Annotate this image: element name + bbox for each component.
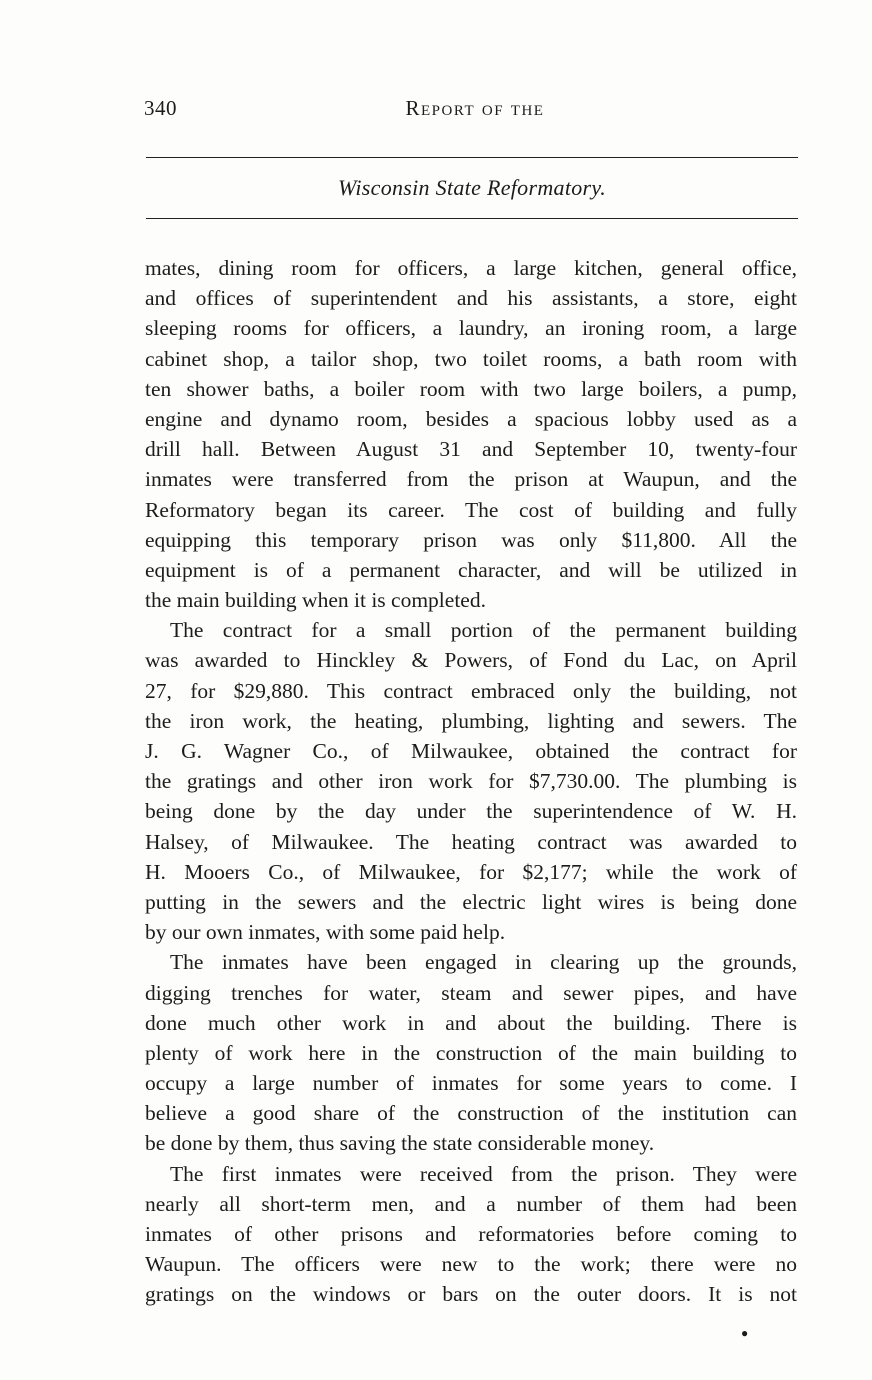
text-line: equipment is of a permanent character, and will be utilized in <box>145 557 797 582</box>
text-line: ten shower baths, a boiler room with two large boilers, a pump, <box>145 376 797 401</box>
text-line: Reformatory began its career. The cost of building and fully <box>145 497 797 522</box>
text-line: nearly all short-term men, and a number of them had been <box>145 1191 797 1216</box>
text-line: by our own inmates, with some paid help. <box>145 920 506 945</box>
text-line: gratings on the windows or bars on the outer doors. It is not <box>145 1282 797 1307</box>
page-number: 340 <box>144 96 177 120</box>
section-title: Wisconsin State Reformatory. <box>337 175 607 200</box>
text-line: Waupun. The officers were new to the work; there were no <box>145 1252 797 1277</box>
text-line: being done by the day under the superintendence of W. H. <box>145 799 797 824</box>
body-text <box>145 253 797 1310</box>
text-line: H. Mooers Co., of Milwaukee, for $2,177; while the work of <box>145 859 797 884</box>
text-line: Halsey, of Milwaukee. The heating contract was awarded to <box>145 829 797 854</box>
text-line: and offices of superintendent and his assistants, a store, eight <box>145 286 797 311</box>
text-line: done much other work in and about the building. There is <box>145 1010 797 1035</box>
ink-mark: ● <box>741 1326 749 1340</box>
paragraph-first-line: The first inmates were received from the prison. They were <box>170 1161 797 1186</box>
text-line: mates, dining room for officers, a large kitchen, general office, <box>145 256 797 280</box>
header-rule-top <box>146 157 798 158</box>
paragraph-first-line: The inmates have been engaged in clearing up the grounds, <box>170 950 797 975</box>
text-line: inmates of other prisons and reformatories before coming to <box>145 1222 797 1246</box>
text-line: J. G. Wagner Co., of Milwaukee, obtained the contract for <box>145 739 797 763</box>
text-line: the gratings and other iron work for $7,730.00. The plumbing is <box>145 769 797 794</box>
text-line: plenty of work here in the construction of the main building to <box>145 1040 797 1065</box>
text-line: equipping this temporary prison was only $11,800. All the <box>145 527 797 552</box>
text-line: cabinet shop, a tailor shop, two toilet rooms, a bath room with <box>145 346 797 371</box>
text-line: putting in the sewers and the electric light wires is being done <box>145 889 797 914</box>
text-line: 27, for $29,880. This contract embraced only the building, not <box>145 678 797 703</box>
text-line: the iron work, the heating, plumbing, lighting and sewers. The <box>145 708 797 733</box>
text-line: occupy a large number of inmates for some years to come. I <box>145 1071 797 1096</box>
running-title: Report of the <box>405 96 545 120</box>
text-line: believe a good share of the construction of the institution can <box>145 1101 797 1126</box>
text-line: digging trenches for water, steam and sewer pipes, and have <box>145 980 797 1005</box>
text-line: engine and dynamo room, besides a spacious lobby used as a <box>145 406 797 431</box>
text-line: inmates were transferred from the prison at Waupun, and the <box>145 467 797 492</box>
paragraph-first-line: The contract for a small portion of the permanent building <box>170 618 797 643</box>
text-line: be done by them, thus saving the state considerable money. <box>145 1131 655 1156</box>
text-line: the main building when it is completed. <box>145 588 486 613</box>
text-line: sleeping rooms for officers, a laundry, an ironing room, a large <box>145 316 797 341</box>
text-line: drill hall. Between August 31 and September 10, twenty-four <box>145 437 797 462</box>
text-line: was awarded to Hinckley & Powers, of Fond du Lac, on April <box>145 648 797 673</box>
header-rule-bottom <box>146 218 798 219</box>
